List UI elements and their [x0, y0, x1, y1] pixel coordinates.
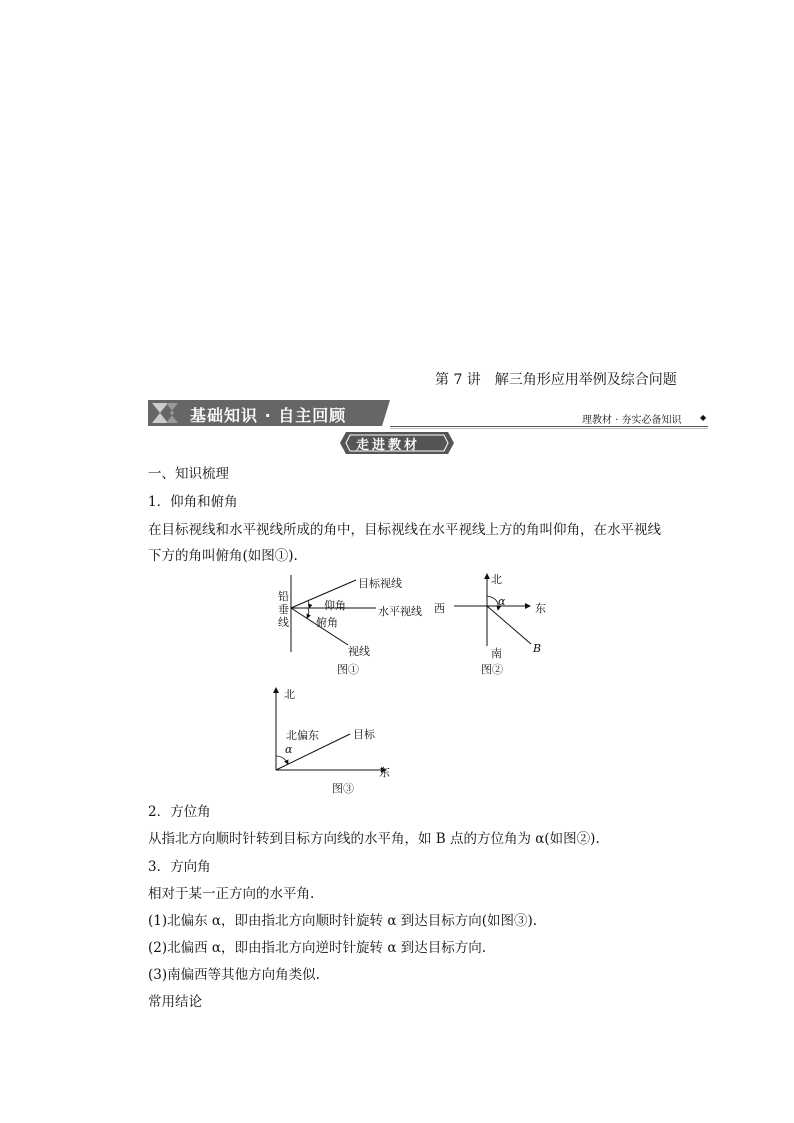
plumb-line-label: 铅 垂 线	[278, 590, 289, 629]
fig3-alpha-label: α	[285, 743, 293, 756]
fig2-west-label: 西	[434, 602, 445, 615]
fig3-target-label: 目标	[353, 728, 375, 741]
fig2-point-b-label: B	[533, 642, 542, 655]
section-banner-subtitle: 理教材 · 夯实必备知识	[582, 415, 682, 426]
item1-text-line2: 下方的角叫俯角(如图①).	[148, 548, 298, 564]
fig2-north-label: 北	[491, 573, 502, 586]
item2-text: 从指北方向顺时针转到目标方向线的水平角，如 B 点的方位角为 α(如图②).	[148, 831, 600, 847]
sight-line-label: 视线	[348, 645, 370, 658]
item3-text: 相对于某一正方向的水平角.	[148, 886, 315, 902]
fig3-north-label: 北	[284, 688, 295, 701]
section-heading: 一、知识梳理	[148, 466, 229, 482]
fig2-south-label: 南	[491, 647, 502, 660]
item2-title: 2．方位角	[148, 804, 211, 820]
item3-title: 3．方向角	[148, 859, 211, 875]
horizontal-sight-label: 水平视线	[378, 605, 422, 618]
section-banner-title: 基础知识 · 自主回顾	[190, 406, 347, 425]
fig3-angle-name-label: 北偏东	[286, 729, 319, 742]
depression-angle-label: 俯角	[316, 616, 338, 629]
item1-title: 1．仰角和俯角	[148, 494, 238, 510]
figure-2-caption: 图②	[481, 663, 503, 676]
header-rule	[390, 426, 708, 427]
item1-text-line1: 在目标视线和水平视线所成的角中，目标视线在水平视线上方的角叫仰角，在水平视线	[148, 522, 661, 538]
sub-banner-title: 走进教材	[356, 438, 421, 453]
item3-sub2: (2)北偏西 α，即由指北方向逆时针旋转 α 到达目标方向.	[148, 940, 487, 956]
common-conclusions-heading: 常用结论	[148, 994, 202, 1010]
figure-1-caption: 图①	[337, 663, 359, 676]
item3-sub3: (3)南偏西等其他方向角类似.	[148, 967, 320, 983]
fig2-east-label: 东	[535, 602, 546, 615]
header-rule-light	[390, 428, 708, 429]
direction-line-b	[487, 606, 531, 644]
item3-sub1: (1)北偏东 α，即由指北方向顺时针旋转 α 到达目标方向(如图③).	[148, 913, 538, 929]
elevation-angle-label: 仰角	[324, 599, 346, 612]
fig3-east-label: 东	[379, 766, 390, 779]
fig2-alpha-label: α	[498, 595, 506, 608]
diamond-icon: ◆	[700, 413, 707, 422]
target-sight-label: 目标视线	[358, 577, 402, 590]
figure-3-caption: 图③	[332, 782, 354, 795]
lecture-title: 第 7 讲 解三角形应用举例及综合问题	[435, 372, 677, 388]
